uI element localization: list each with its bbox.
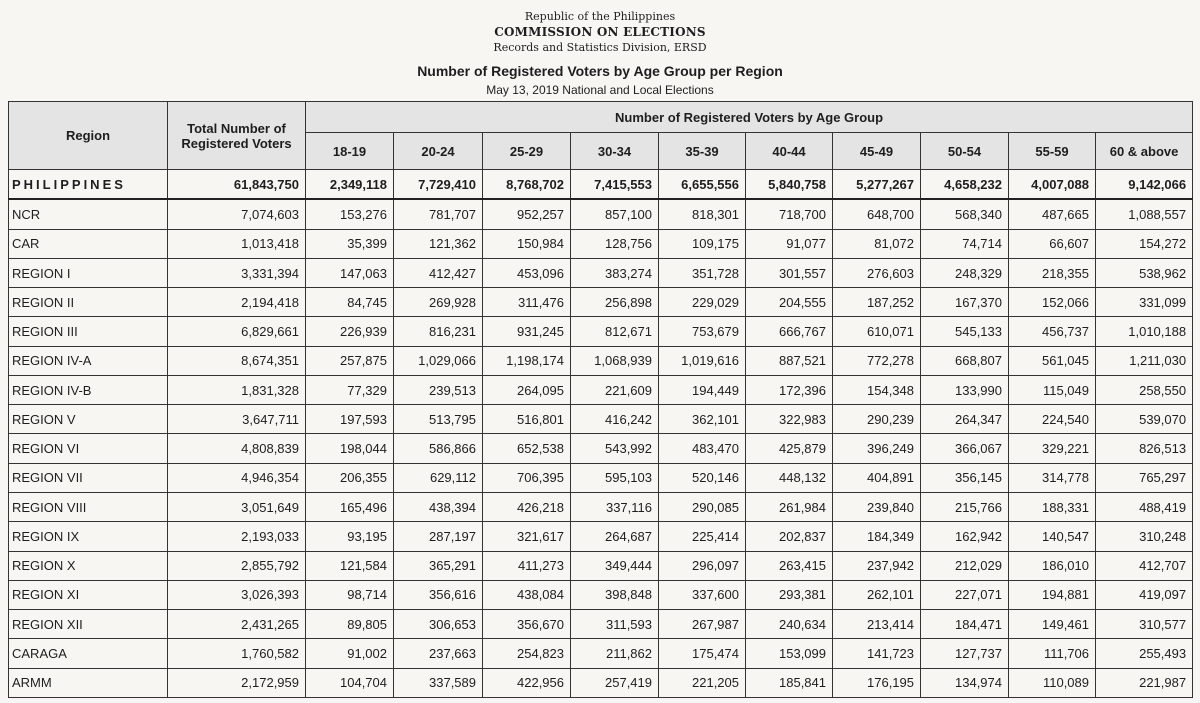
age-group-count-cell: 287,197 — [394, 522, 483, 551]
age-group-count-cell: 513,795 — [394, 405, 483, 434]
age-group-count-cell: 1,010,188 — [1096, 317, 1193, 346]
region-name-cell: ARMM — [9, 668, 168, 697]
age-group-count-cell: 781,707 — [394, 199, 483, 229]
age-group-count-cell: 411,273 — [483, 551, 571, 580]
age-group-count-cell: 215,766 — [921, 493, 1009, 522]
region-name-cell: REGION II — [9, 288, 168, 317]
age-group-count-cell: 8,768,702 — [483, 170, 571, 200]
age-group-count-cell: 404,891 — [833, 463, 921, 492]
table-row — [9, 463, 1193, 492]
total-voters-cell: 61,843,750 — [168, 170, 306, 200]
age-group-count-cell: 356,145 — [921, 463, 1009, 492]
age-group-count-cell: 931,245 — [483, 317, 571, 346]
age-group-count-cell: 224,540 — [1009, 405, 1096, 434]
age-group-count-cell: 2,349,118 — [306, 170, 394, 200]
age-group-count-cell: 35,399 — [306, 229, 394, 258]
age-group-count-cell: 453,096 — [483, 258, 571, 287]
age-group-count-cell: 127,737 — [921, 639, 1009, 668]
table-row — [9, 668, 1193, 697]
age-group-count-cell: 322,983 — [746, 405, 833, 434]
age-group-count-cell: 586,866 — [394, 434, 483, 463]
age-group-count-cell: 290,239 — [833, 405, 921, 434]
age-group-count-cell: 356,616 — [394, 580, 483, 609]
age-group-count-cell: 229,029 — [659, 288, 746, 317]
age-group-count-cell: 128,756 — [571, 229, 659, 258]
header-region: Region — [9, 102, 168, 170]
age-group-count-cell: 366,067 — [921, 434, 1009, 463]
age-group-count-cell: 212,029 — [921, 551, 1009, 580]
age-group-count-cell: 826,513 — [1096, 434, 1193, 463]
age-group-count-cell: 311,476 — [483, 288, 571, 317]
age-group-count-cell: 150,984 — [483, 229, 571, 258]
age-group-count-cell: 194,449 — [659, 375, 746, 404]
age-group-count-cell: 438,084 — [483, 580, 571, 609]
age-group-count-cell: 84,745 — [306, 288, 394, 317]
age-group-header: 25-29 — [483, 133, 571, 170]
total-voters-cell: 2,193,033 — [168, 522, 306, 551]
document-title: Number of Registered Voters by Age Group per Region — [417, 63, 783, 79]
age-group-count-cell: 425,879 — [746, 434, 833, 463]
age-group-count-cell: 197,593 — [306, 405, 394, 434]
total-voters-cell: 1,831,328 — [168, 375, 306, 404]
age-group-count-cell: 419,097 — [1096, 580, 1193, 609]
age-group-count-cell: 239,513 — [394, 375, 483, 404]
region-name-cell: REGION IV-B — [9, 375, 168, 404]
age-group-count-cell: 115,049 — [1009, 375, 1096, 404]
national-total-row — [9, 170, 1193, 200]
age-group-count-cell: 184,349 — [833, 522, 921, 551]
age-group-count-cell: 140,547 — [1009, 522, 1096, 551]
age-group-count-cell: 221,987 — [1096, 668, 1193, 697]
age-group-count-cell: 337,600 — [659, 580, 746, 609]
total-voters-cell: 2,194,418 — [168, 288, 306, 317]
age-group-count-cell: 1,198,174 — [483, 346, 571, 375]
age-group-count-cell: 226,939 — [306, 317, 394, 346]
age-group-count-cell: 237,663 — [394, 639, 483, 668]
age-group-count-cell: 412,707 — [1096, 551, 1193, 580]
age-group-header: 20-24 — [394, 133, 483, 170]
total-voters-cell: 3,051,649 — [168, 493, 306, 522]
age-group-header: 40-44 — [746, 133, 833, 170]
age-group-count-cell: 545,133 — [921, 317, 1009, 346]
total-voters-cell: 3,331,394 — [168, 258, 306, 287]
age-group-count-cell: 516,801 — [483, 405, 571, 434]
age-group-count-cell: 629,112 — [394, 463, 483, 492]
region-name-cell: REGION III — [9, 317, 168, 346]
header-total: Total Number of Registered Voters — [168, 102, 306, 170]
total-voters-cell: 4,946,354 — [168, 463, 306, 492]
total-voters-cell: 2,855,792 — [168, 551, 306, 580]
age-group-count-cell: 438,394 — [394, 493, 483, 522]
age-group-count-cell: 77,329 — [306, 375, 394, 404]
table-row — [9, 610, 1193, 639]
age-group-count-cell: 175,474 — [659, 639, 746, 668]
age-group-count-cell: 718,700 — [746, 199, 833, 229]
age-group-count-cell: 211,862 — [571, 639, 659, 668]
age-group-count-cell: 456,737 — [1009, 317, 1096, 346]
age-group-count-cell: 255,493 — [1096, 639, 1193, 668]
age-group-count-cell: 276,603 — [833, 258, 921, 287]
age-group-count-cell: 412,427 — [394, 258, 483, 287]
region-name-cell: REGION VI — [9, 434, 168, 463]
age-group-count-cell: 121,362 — [394, 229, 483, 258]
table-row — [9, 493, 1193, 522]
age-group-count-cell: 134,974 — [921, 668, 1009, 697]
age-group-count-cell: 5,277,267 — [833, 170, 921, 200]
age-group-count-cell: 610,071 — [833, 317, 921, 346]
age-group-count-cell: 185,841 — [746, 668, 833, 697]
document-subtitle: May 13, 2019 National and Local Elections — [486, 83, 714, 97]
total-voters-cell: 6,829,661 — [168, 317, 306, 346]
age-group-count-cell: 539,070 — [1096, 405, 1193, 434]
table-row — [9, 580, 1193, 609]
region-name-cell: REGION VII — [9, 463, 168, 492]
age-group-count-cell: 331,099 — [1096, 288, 1193, 317]
age-group-count-cell: 141,723 — [833, 639, 921, 668]
age-group-count-cell: 365,291 — [394, 551, 483, 580]
age-group-count-cell: 267,987 — [659, 610, 746, 639]
age-group-count-cell: 857,100 — [571, 199, 659, 229]
age-group-count-cell: 269,928 — [394, 288, 483, 317]
total-voters-cell: 1,760,582 — [168, 639, 306, 668]
letterhead-republic: Republic of the Philippines — [524, 10, 676, 23]
region-name-cell: PHILIPPINES — [9, 170, 168, 200]
age-group-count-cell: 264,095 — [483, 375, 571, 404]
age-group-count-cell: 187,252 — [833, 288, 921, 317]
age-group-count-cell: 488,419 — [1096, 493, 1193, 522]
age-group-count-cell: 765,297 — [1096, 463, 1193, 492]
age-group-count-cell: 812,671 — [571, 317, 659, 346]
age-group-count-cell: 213,414 — [833, 610, 921, 639]
table-row — [9, 288, 1193, 317]
age-group-count-cell: 153,276 — [306, 199, 394, 229]
age-group-count-cell: 293,381 — [746, 580, 833, 609]
age-group-count-cell: 648,700 — [833, 199, 921, 229]
voters-table — [8, 101, 1193, 698]
age-group-count-cell: 172,396 — [746, 375, 833, 404]
age-group-count-cell: 652,538 — [483, 434, 571, 463]
age-group-count-cell: 396,249 — [833, 434, 921, 463]
region-name-cell: REGION VIII — [9, 493, 168, 522]
age-group-count-cell: 337,589 — [394, 668, 483, 697]
age-group-count-cell: 568,340 — [921, 199, 1009, 229]
age-group-count-cell: 133,990 — [921, 375, 1009, 404]
age-group-count-cell: 398,848 — [571, 580, 659, 609]
table-row — [9, 639, 1193, 668]
age-group-count-cell: 194,881 — [1009, 580, 1096, 609]
total-voters-cell: 7,074,603 — [168, 199, 306, 229]
age-group-count-cell: 184,471 — [921, 610, 1009, 639]
age-group-count-cell: 74,714 — [921, 229, 1009, 258]
age-group-count-cell: 227,071 — [921, 580, 1009, 609]
age-group-count-cell: 310,577 — [1096, 610, 1193, 639]
age-group-count-cell: 329,221 — [1009, 434, 1096, 463]
age-group-count-cell: 121,584 — [306, 551, 394, 580]
age-group-count-cell: 314,778 — [1009, 463, 1096, 492]
age-group-header: 18-19 — [306, 133, 394, 170]
age-group-count-cell: 668,807 — [921, 346, 1009, 375]
age-group-count-cell: 816,231 — [394, 317, 483, 346]
age-group-count-cell: 162,942 — [921, 522, 1009, 551]
total-voters-cell: 3,026,393 — [168, 580, 306, 609]
age-group-count-cell: 448,132 — [746, 463, 833, 492]
age-group-count-cell: 263,415 — [746, 551, 833, 580]
age-group-count-cell: 240,634 — [746, 610, 833, 639]
age-group-count-cell: 561,045 — [1009, 346, 1096, 375]
age-group-count-cell: 188,331 — [1009, 493, 1096, 522]
age-group-count-cell: 221,609 — [571, 375, 659, 404]
age-group-count-cell: 248,329 — [921, 258, 1009, 287]
table-row — [9, 405, 1193, 434]
age-group-count-cell: 111,706 — [1009, 639, 1096, 668]
age-group-count-cell: 349,444 — [571, 551, 659, 580]
age-group-count-cell: 416,242 — [571, 405, 659, 434]
age-group-count-cell: 109,175 — [659, 229, 746, 258]
age-group-count-cell: 81,072 — [833, 229, 921, 258]
age-group-count-cell: 351,728 — [659, 258, 746, 287]
region-name-cell: REGION XII — [9, 610, 168, 639]
age-group-count-cell: 296,097 — [659, 551, 746, 580]
region-name-cell: NCR — [9, 199, 168, 229]
letterhead-agency: COMMISSION ON ELECTIONS — [494, 25, 706, 39]
age-group-count-cell: 666,767 — [746, 317, 833, 346]
region-name-cell: REGION X — [9, 551, 168, 580]
age-group-header: 35-39 — [659, 133, 746, 170]
age-group-count-cell: 257,419 — [571, 668, 659, 697]
age-group-count-cell: 383,274 — [571, 258, 659, 287]
table-row — [9, 346, 1193, 375]
age-group-count-cell: 202,837 — [746, 522, 833, 551]
age-group-count-cell: 311,593 — [571, 610, 659, 639]
region-name-cell: CARAGA — [9, 639, 168, 668]
age-group-count-cell: 1,068,939 — [571, 346, 659, 375]
table-row — [9, 317, 1193, 346]
age-group-count-cell: 772,278 — [833, 346, 921, 375]
age-group-count-cell: 153,099 — [746, 639, 833, 668]
total-voters-cell: 4,808,839 — [168, 434, 306, 463]
header-age-group: Number of Registered Voters by Age Group — [306, 102, 1193, 133]
table-row — [9, 199, 1193, 229]
age-group-count-cell: 543,992 — [571, 434, 659, 463]
age-group-count-cell: 206,355 — [306, 463, 394, 492]
age-group-count-cell: 7,729,410 — [394, 170, 483, 200]
age-group-count-cell: 237,942 — [833, 551, 921, 580]
table-row — [9, 522, 1193, 551]
region-name-cell: REGION I — [9, 258, 168, 287]
age-group-count-cell: 4,007,088 — [1009, 170, 1096, 200]
age-group-count-cell: 218,355 — [1009, 258, 1096, 287]
total-voters-cell: 1,013,418 — [168, 229, 306, 258]
age-group-count-cell: 262,101 — [833, 580, 921, 609]
table-row — [9, 551, 1193, 580]
age-group-count-cell: 426,218 — [483, 493, 571, 522]
age-group-count-cell: 5,840,758 — [746, 170, 833, 200]
age-group-count-cell: 91,077 — [746, 229, 833, 258]
region-name-cell: REGION IX — [9, 522, 168, 551]
age-group-count-cell: 198,044 — [306, 434, 394, 463]
region-name-cell: REGION XI — [9, 580, 168, 609]
age-group-count-cell: 152,066 — [1009, 288, 1096, 317]
table-header — [9, 102, 1193, 170]
age-group-count-cell: 239,840 — [833, 493, 921, 522]
age-group-count-cell: 9,142,066 — [1096, 170, 1193, 200]
total-voters-cell: 2,172,959 — [168, 668, 306, 697]
age-group-count-cell: 154,272 — [1096, 229, 1193, 258]
age-group-count-cell: 595,103 — [571, 463, 659, 492]
age-group-count-cell: 176,195 — [833, 668, 921, 697]
age-group-count-cell: 362,101 — [659, 405, 746, 434]
age-group-count-cell: 258,550 — [1096, 375, 1193, 404]
age-group-count-cell: 110,089 — [1009, 668, 1096, 697]
age-group-count-cell: 818,301 — [659, 199, 746, 229]
total-voters-cell: 3,647,711 — [168, 405, 306, 434]
age-group-count-cell: 93,195 — [306, 522, 394, 551]
age-group-count-cell: 167,370 — [921, 288, 1009, 317]
age-group-count-cell: 301,557 — [746, 258, 833, 287]
age-group-count-cell: 1,211,030 — [1096, 346, 1193, 375]
age-group-count-cell: 264,687 — [571, 522, 659, 551]
table-body — [9, 170, 1193, 698]
age-group-count-cell: 520,146 — [659, 463, 746, 492]
age-group-count-cell: 264,347 — [921, 405, 1009, 434]
age-group-count-cell: 165,496 — [306, 493, 394, 522]
age-group-count-cell: 706,395 — [483, 463, 571, 492]
age-group-count-cell: 98,714 — [306, 580, 394, 609]
age-group-count-cell: 225,414 — [659, 522, 746, 551]
age-group-count-cell: 257,875 — [306, 346, 394, 375]
total-voters-cell: 2,431,265 — [168, 610, 306, 639]
age-group-count-cell: 154,348 — [833, 375, 921, 404]
age-group-count-cell: 256,898 — [571, 288, 659, 317]
age-group-count-cell: 1,088,557 — [1096, 199, 1193, 229]
region-name-cell: REGION IV-A — [9, 346, 168, 375]
age-group-count-cell: 538,962 — [1096, 258, 1193, 287]
age-group-count-cell: 290,085 — [659, 493, 746, 522]
region-name-cell: REGION V — [9, 405, 168, 434]
table-row — [9, 434, 1193, 463]
age-group-header: 60 & above — [1096, 133, 1193, 170]
age-group-count-cell: 753,679 — [659, 317, 746, 346]
age-group-header: 50-54 — [921, 133, 1009, 170]
age-group-count-cell: 204,555 — [746, 288, 833, 317]
table-row — [9, 375, 1193, 404]
age-group-count-cell: 952,257 — [483, 199, 571, 229]
age-group-count-cell: 306,653 — [394, 610, 483, 639]
age-group-count-cell: 104,704 — [306, 668, 394, 697]
age-group-count-cell: 6,655,556 — [659, 170, 746, 200]
age-group-count-cell: 321,617 — [483, 522, 571, 551]
age-group-count-cell: 91,002 — [306, 639, 394, 668]
age-group-count-cell: 261,984 — [746, 493, 833, 522]
age-group-count-cell: 7,415,553 — [571, 170, 659, 200]
age-group-count-cell: 186,010 — [1009, 551, 1096, 580]
age-group-count-cell: 356,670 — [483, 610, 571, 639]
age-group-count-cell: 254,823 — [483, 639, 571, 668]
age-group-header: 30-34 — [571, 133, 659, 170]
age-group-count-cell: 887,521 — [746, 346, 833, 375]
age-group-count-cell: 221,205 — [659, 668, 746, 697]
age-group-count-cell: 483,470 — [659, 434, 746, 463]
age-group-header: 45-49 — [833, 133, 921, 170]
region-name-cell: CAR — [9, 229, 168, 258]
age-group-count-cell: 147,063 — [306, 258, 394, 287]
age-group-count-cell: 89,805 — [306, 610, 394, 639]
letterhead-division: Records and Statistics Division, ERSD — [493, 41, 707, 54]
age-group-count-cell: 337,116 — [571, 493, 659, 522]
age-group-header: 55-59 — [1009, 133, 1096, 170]
age-group-count-cell: 1,019,616 — [659, 346, 746, 375]
age-group-count-cell: 149,461 — [1009, 610, 1096, 639]
total-voters-cell: 8,674,351 — [168, 346, 306, 375]
age-group-count-cell: 487,665 — [1009, 199, 1096, 229]
age-group-count-cell: 1,029,066 — [394, 346, 483, 375]
age-group-count-cell: 422,956 — [483, 668, 571, 697]
age-group-count-cell: 4,658,232 — [921, 170, 1009, 200]
age-group-count-cell: 66,607 — [1009, 229, 1096, 258]
age-group-count-cell: 310,248 — [1096, 522, 1193, 551]
table-row — [9, 229, 1193, 258]
table-row — [9, 258, 1193, 287]
